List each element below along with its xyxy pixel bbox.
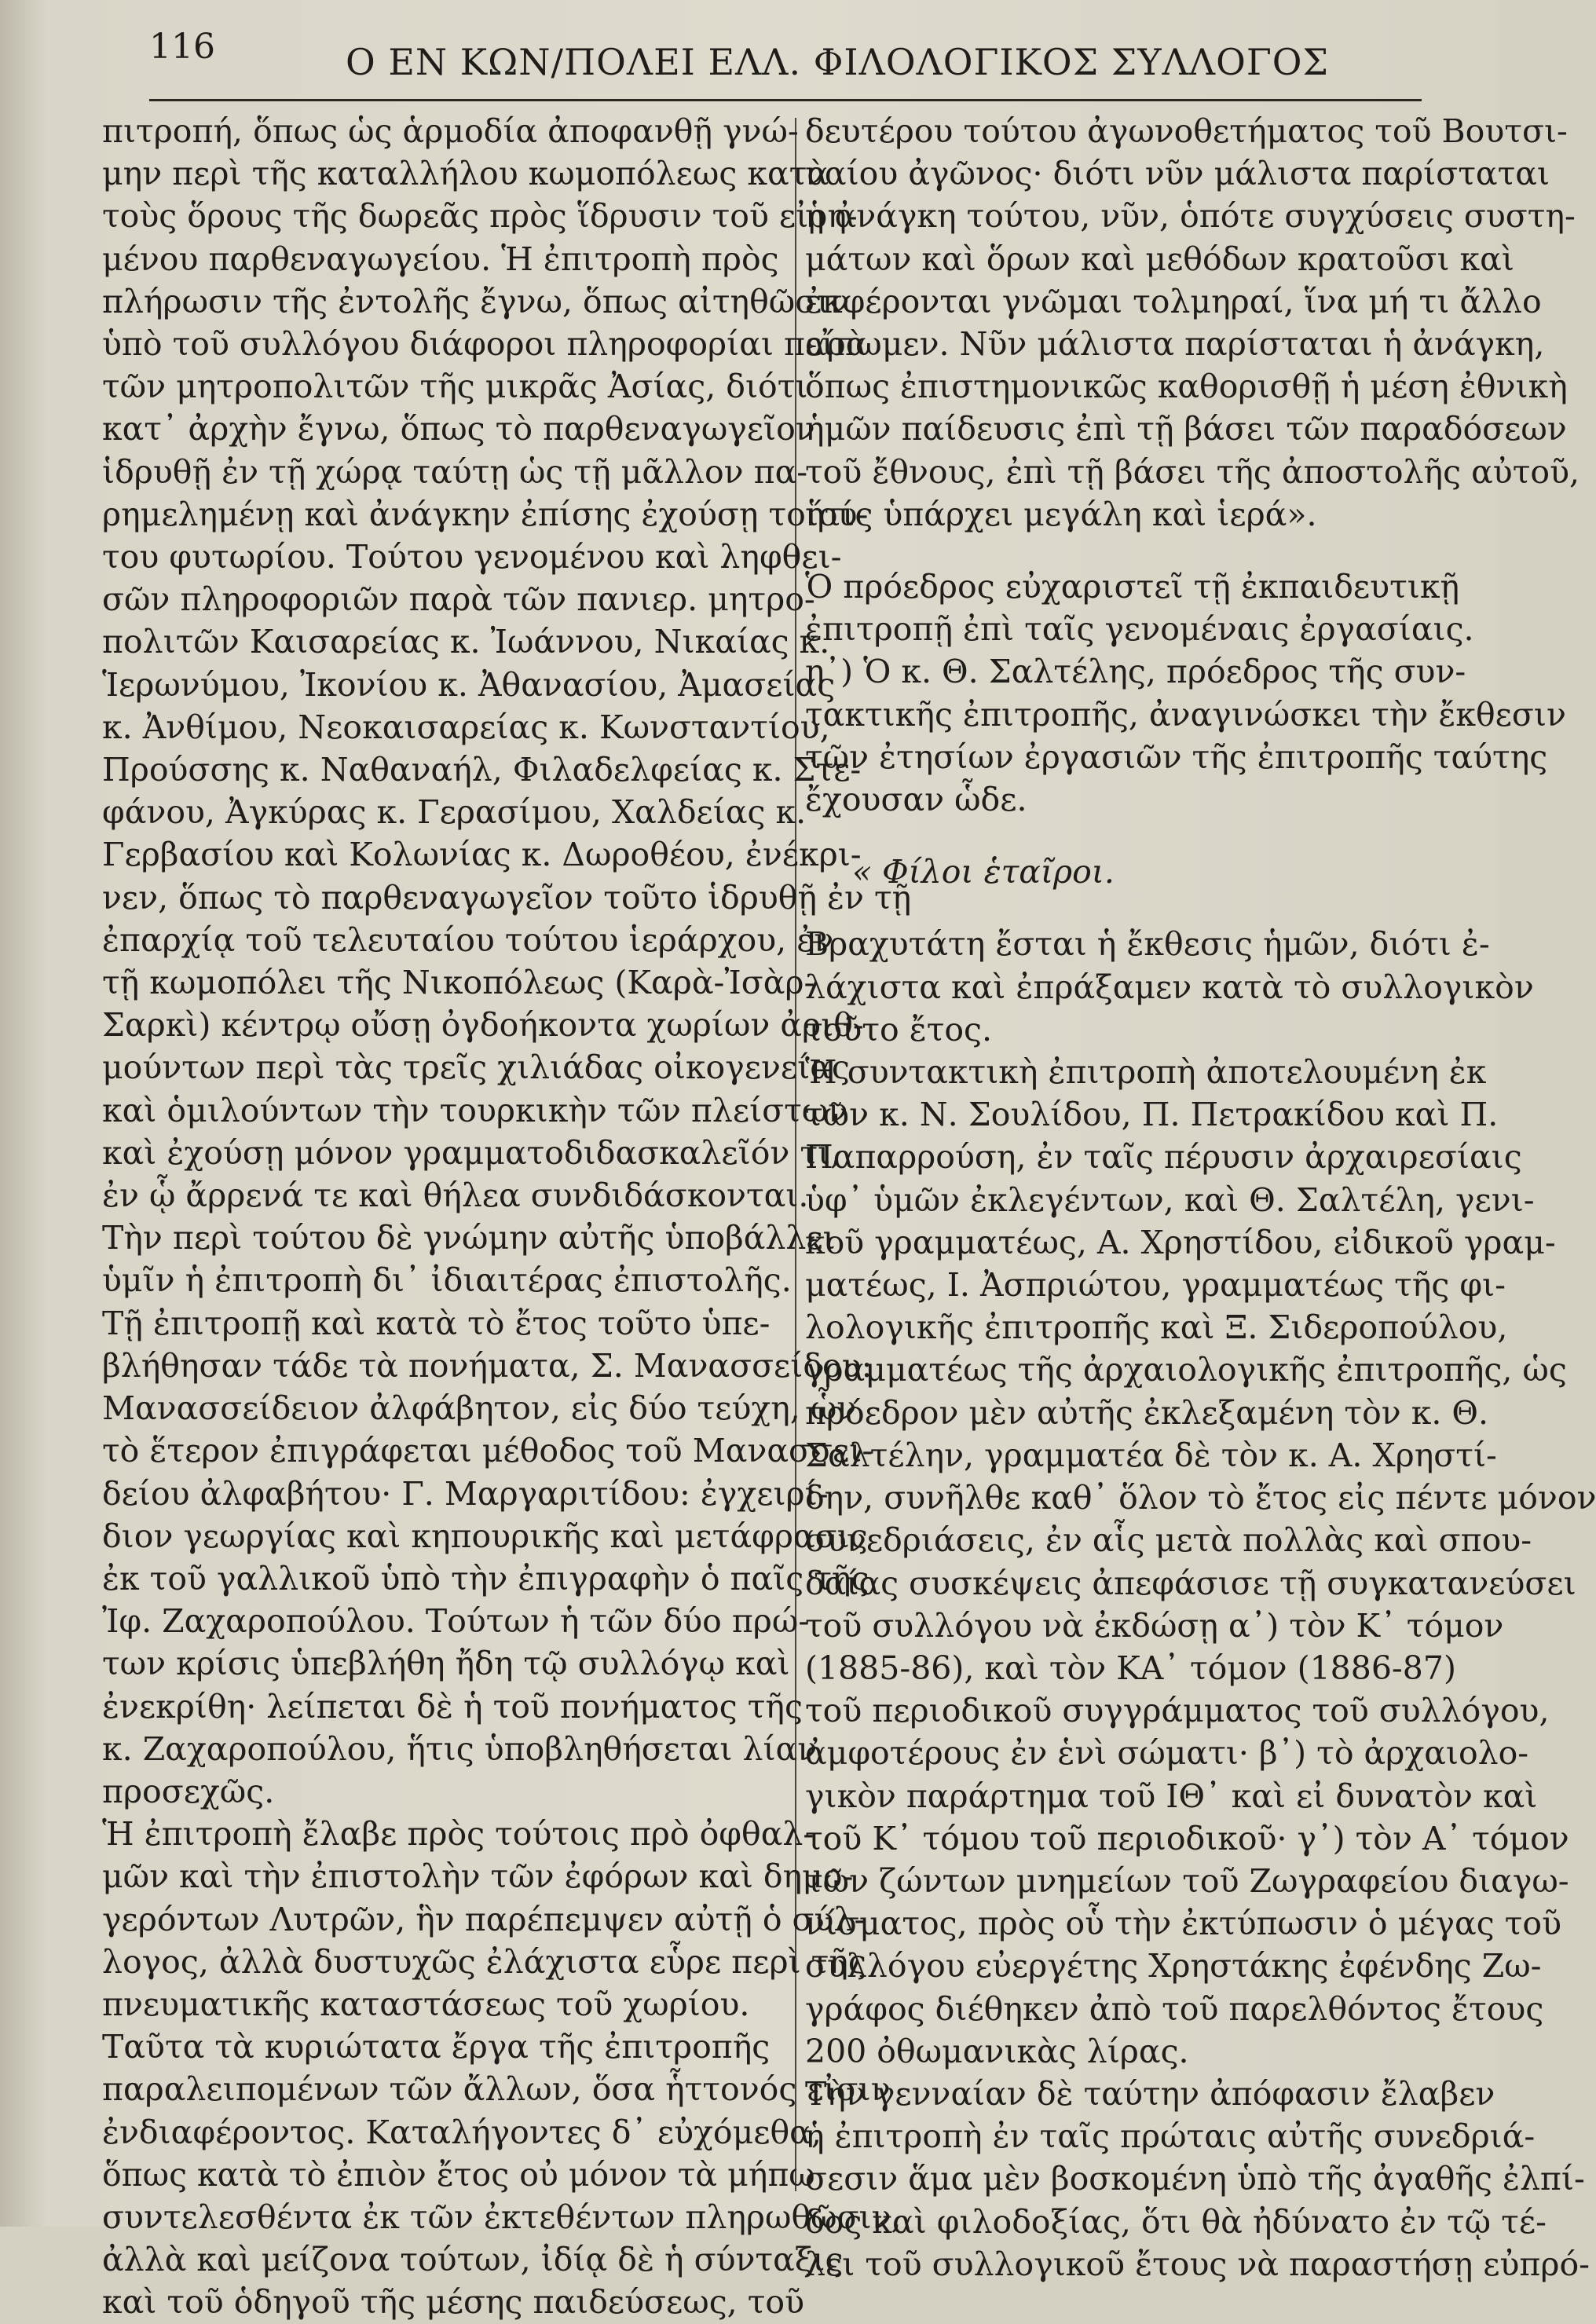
right-column-block1-line: εἴπωμεν. Νῦν μάλιστα παρίσταται ἡ ἀνάγκη, bbox=[805, 325, 1545, 364]
right-column-block3-line: (1885-86), καὶ τὸν ΚΑ᾽ τόμον (1886-87) bbox=[805, 1649, 1456, 1687]
left-column-lines-line: φάνου, Ἀγκύρας κ. Γερασίμου, Χαλδείας κ. bbox=[102, 793, 807, 832]
spacer bbox=[805, 536, 1433, 565]
right-block-2 bbox=[805, 565, 1566, 821]
left-column-lines-line: Ἡ ἐπιτροπὴ ἔλαβε πρὸς τούτοις πρὸ ὀφθαλ- bbox=[102, 1815, 814, 1854]
right-column-block3-line: Ἡ συντακτικὴ ἐπιτροπὴ ἀποτελουμένη ἐκ bbox=[805, 1053, 1487, 1092]
spacer bbox=[805, 821, 1433, 851]
left-column-lines-line: ἐκ τοῦ γαλλικοῦ ὑπὸ τὴν ἐπιγραφὴν ὁ παῖς τῆς bbox=[102, 1559, 869, 1598]
left-column-lines-line: ἐνεκρίθη· λείπεται δὲ ἡ τοῦ πονήματος τῆς bbox=[102, 1687, 803, 1726]
right-column-block3-line: 200 ὀθωμανικὰς λίρας. bbox=[805, 2032, 1189, 2070]
left-column-lines-line: Ἱερωνύμου, Ἰκονίου κ. Ἀθανασίου, Ἀμασείας bbox=[102, 665, 836, 704]
right-block-1 bbox=[805, 110, 1580, 536]
left-column-lines-line: ρημελημένῃ καὶ ἀνάγκην ἐπίσης ἐχούσῃ τοιού- bbox=[102, 495, 869, 533]
left-column-lines-line: μένου παρθεναγωγείου. Ἡ ἐπιτροπὴ πρὸς bbox=[102, 240, 779, 278]
left-column-lines-line: συντελεσθέντα ἐκ τῶν ἐκτεθέντων πληρωθῶσιν, bbox=[102, 2198, 902, 2236]
right-column-block2-line: τῶν ἐτησίων ἐργασιῶν τῆς ἐπιτροπῆς ταύτης bbox=[805, 737, 1548, 776]
left-column-lines-line: μούντων περὶ τὰς τρεῖς χιλιάδας οἰκογενείας bbox=[102, 1049, 850, 1087]
left-column-lines-line: μην περὶ τῆς καταλλήλου κωμοπόλεως κατὰ bbox=[102, 155, 829, 193]
right-column-block3-line: Τὴν γενναίαν δὲ ταύτην ἀπόφασιν ἔλαβεν bbox=[805, 2074, 1495, 2113]
left-column-lines-line: κατ᾽ ἀρχὴν ἔγνω, ὅπως τὸ παρθεναγωγεῖον bbox=[102, 410, 815, 448]
right-column-block3-line: δην, συνῆλθε καθ᾽ ὅλον τὸ ἔτος εἰς πέντε μόνον bbox=[805, 1479, 1596, 1517]
right-block-3 bbox=[805, 923, 1596, 2286]
right-column-block3-line: ἀμφοτέρους ἐν ἑνὶ σώματι· β᾽) τὸ ἀρχαιολο- bbox=[805, 1734, 1529, 1773]
right-column-block3-line: δος καὶ φιλοδοξίας, ὅτι θὰ ἠδύνατο ἐν τῷ τέ- bbox=[805, 2202, 1547, 2241]
right-column-block2-line: τακτικῆς ἐπιτροπῆς, ἀναγινώσκει τὴν ἔκθεσιν bbox=[805, 695, 1566, 734]
right-column-block3-line: πρόεδρον μὲν αὐτῆς ἐκλεξαμένη τὸν κ. Θ. bbox=[805, 1393, 1489, 1432]
left-column-lines-line: πνευματικῆς καταστάσεως τοῦ χωρίου. bbox=[102, 1985, 750, 2023]
spacer bbox=[805, 893, 1433, 923]
right-column-block3-line: τοῦ περιοδικοῦ συγγράμματος τοῦ συλλόγου, bbox=[805, 1692, 1550, 1730]
left-column-lines-line: Τῇ ἐπιτροπῇ καὶ κατὰ τὸ ἔτος τοῦτο ὑπε- bbox=[102, 1304, 771, 1342]
right-column-block3-line: συλλόγου εὐεργέτης Χρηστάκης ἐφένδης Ζω- bbox=[805, 1947, 1542, 1985]
right-column-block1-line: ἐκφέρονται γνῶμαι τολμηραί, ἵνα μή τι ἄλλο bbox=[805, 282, 1542, 320]
right-column-block3-line: συνεδριάσεις, ἐν αἷς μετὰ πολλὰς καὶ σπου- bbox=[805, 1521, 1532, 1560]
left-column-lines-line: τῇ κωμοπόλει τῆς Νικοπόλεως (Καρὰ-Ἰσὰρ- bbox=[102, 964, 815, 1002]
left-column-lines-line: ἱδρυθῇ ἐν τῇ χώρᾳ ταύτῃ ὡς τῇ μᾶλλον πα- bbox=[102, 452, 808, 491]
left-column-lines-line: Γερβασίου καὶ Κολωνίας κ. Δωροθέου, ἐνέκρι- bbox=[102, 836, 862, 874]
left-column-lines-line: καὶ ὁμιλούντων τὴν τουρκικὴν τῶν πλείστων bbox=[102, 1091, 848, 1129]
left-column-lines-line: πλήρωσιν τῆς ἐντολῆς ἔγνω, ὅπως αἰτηθῶσιν bbox=[102, 282, 850, 320]
right-column bbox=[805, 110, 1596, 2286]
left-column-lines-line: καὶ τοῦ ὁδηγοῦ τῆς μέσης παιδεύσεως, τοῦ bbox=[102, 2283, 805, 2322]
right-column-block3-line: τῶν ζώντων μνημείων τοῦ Ζωγραφείου διαγω- bbox=[805, 1861, 1569, 1900]
left-column-lines-line: Προύσσης κ. Ναθαναήλ, Φιλαδελφείας κ. Στε- bbox=[102, 751, 862, 789]
right-column-block3-line: τῶν κ. Ν. Σουλίδου, Π. Πετρακίδου καὶ Π. bbox=[805, 1096, 1499, 1134]
left-column-lines-line: των κρίσις ὑπεβλήθη ἤδη τῷ συλλόγῳ καὶ bbox=[102, 1645, 790, 1683]
left-column-lines-line: καὶ ἐχούσῃ μόνον γραμματοδιδασκαλεῖόν τι, bbox=[102, 1133, 841, 1172]
right-column-block3-line: τοῦ Κ᾽ τόμου τοῦ περιοδικοῦ· γ᾽) τὸν Α᾽ τόμον bbox=[805, 1819, 1569, 1857]
right-column-block1-line: ὅπως ἐπιστημονικῶς καθορισθῇ ἡ μέση ἐθνικὴ bbox=[805, 368, 1568, 406]
right-column-block3-line: λει τοῦ συλλογικοῦ ἔτους νὰ παραστήσῃ εὐπρό- bbox=[805, 2245, 1590, 2283]
left-column-lines-line: ὑμῖν ἡ ἐπιτροπὴ δι᾽ ἰδιαιτέρας ἐπιστολῆς. bbox=[102, 1261, 792, 1300]
left-column-lines-line: τὸ ἕτερον ἐπιγράφεται μέθοδος τοῦ Μανασσει- bbox=[102, 1432, 873, 1470]
left-column-lines-line: βλήθησαν τάδε τὰ πονήματα, Σ. Μανασσείδου: bbox=[102, 1346, 873, 1385]
right-column-block3-line: γράφος διέθηκεν ἀπὸ τοῦ παρελθόντος ἔτους bbox=[805, 1989, 1544, 2028]
right-column-block2-line: η᾽) Ὁ κ. Θ. Σαλτέλης, πρόεδρος τῆς συν- bbox=[805, 653, 1466, 691]
right-column-block3-line: ματέως, Ι. Ἀσπριώτου, γραμματέως τῆς φι- bbox=[805, 1266, 1506, 1305]
right-column-block3-line: γραμματέως τῆς ἀρχαιολογικῆς ἐπιτροπῆς, ὡς bbox=[805, 1351, 1567, 1389]
right-column-block2-line: ἔχουσαν ὧδε. bbox=[805, 781, 1027, 819]
left-column-lines-line: Σαρκὶ) κέντρῳ οὔσῃ ὀγδοήκοντα χωρίων ἀριθ- bbox=[102, 1006, 864, 1045]
right-column-block3-line: ἡ ἐπιτροπὴ ἐν ταῖς πρώταις αὐτῆς συνεδριά- bbox=[805, 2117, 1536, 2156]
left-column-lines-line: δείου ἀλφαβήτου· Γ. Μαργαριτίδου: ἐγχειρί- bbox=[102, 1474, 829, 1513]
right-column-block1-line: ἡμῶν παίδευσις ἐπὶ τῇ βάσει τῶν παραδόσεων bbox=[805, 410, 1567, 448]
left-column-lines-line: τοὺς ὅρους τῆς δωρεᾶς πρὸς ἵδρυσιν τοῦ εἰρη- bbox=[102, 197, 858, 236]
page-header bbox=[149, 24, 1422, 99]
left-column-lines-line: Ἰφ. Ζαχαροπούλου. Τούτων ἡ τῶν δύο πρώ- bbox=[102, 1602, 810, 1641]
right-column-block3-line: νίσματος, πρὸς οὗ τὴν ἐκτύπωσιν ὁ μέγας τοῦ bbox=[805, 1905, 1561, 1943]
left-column-lines-line: Τὴν περὶ τούτου δὲ γνώμην αὐτῆς ὑποβάλλει bbox=[102, 1219, 836, 1257]
left-column-lines-line: πολιτῶν Καισαρείας κ. Ἰωάννου, Νικαίας κ. bbox=[102, 623, 830, 661]
right-column-block3-line: Βραχυτάτη ἔσται ἡ ἔκθεσις ἡμῶν, διότι ἐ- bbox=[805, 925, 1490, 964]
left-column-lines-line: ἐπαρχίᾳ τοῦ τελευταίου τούτου ἱεράρχου, ἐν bbox=[102, 920, 834, 959]
right-column-block1-line: ἥτις ὑπάρχει μεγάλη καὶ ἱερά». bbox=[805, 495, 1317, 533]
right-column-block1-line: μάτων καὶ ὅρων καὶ μεθόδων κρατοῦσι καὶ bbox=[805, 240, 1514, 278]
left-column-lines-line: γερόντων Λυτρῶν, ἣν παρέπεμψεν αὐτῇ ὁ σύλ- bbox=[102, 1900, 866, 1938]
left-column-lines-line: λογος, ἀλλὰ δυστυχῶς ἐλάχιστα εὗρε περὶ τῆς bbox=[102, 1942, 866, 1981]
right-column-block1-line: ναίου ἀγῶνος· διότι νῦν μάλιστα παρίσταται bbox=[805, 155, 1550, 193]
left-column-lines-line: τῶν μητροπολιτῶν τῆς μικρᾶς Ἀσίας, διότι bbox=[102, 368, 808, 406]
salutation: « Φίλοι ἑταῖροι. bbox=[852, 853, 1115, 891]
right-column-block1-line: ἡ ἀνάγκη τούτου, νῦν, ὁπότε συγχύσεις συστη- bbox=[805, 197, 1576, 236]
right-column-block3-line: λάχιστα καὶ ἐπράξαμεν κατὰ τὸ συλλογικὸν bbox=[805, 968, 1534, 1006]
right-column-block3-line: δαίας συσκέψεις ἀπεφάσισε τῇ συγκατανεύσει bbox=[805, 1564, 1576, 1602]
right-column-block1-line: δευτέρου τούτου ἀγωνοθετήματος τοῦ Βουτσι- bbox=[805, 112, 1568, 150]
left-column-lines-line: Μανασσείδειον ἀλφάβητον, εἰς δύο τεύχη, ὧν bbox=[102, 1389, 857, 1428]
left-column-lines-line: διον γεωργίας καὶ κηπουρικῆς καὶ μετάφρασις bbox=[102, 1517, 868, 1555]
right-column-block3-line: ὑφ᾽ ὑμῶν ἐκλεγέντων, καὶ Θ. Σαλτέλη, γενι- bbox=[805, 1180, 1535, 1219]
right-column-block3-line: κοῦ γραμματέως, Α. Χρηστίδου, εἰδικοῦ γραμ- bbox=[805, 1223, 1556, 1261]
left-column-lines-line: σῶν πληροφοριῶν παρὰ τῶν πανιερ. μητρο- bbox=[102, 580, 815, 619]
right-column-block2-line: ἐπιτροπῇ ἐπὶ ταῖς γενομέναις ἐργασίαις. bbox=[805, 610, 1474, 649]
left-column-lines-line: ἐνδιαφέροντος. Καταλήγοντες δ᾽ εὐχόμεθα, bbox=[102, 2113, 822, 2151]
left-column-lines-line: νεν, ὅπως τὸ παρθεναγωγεῖον τοῦτο ἱδρυθῇ ἐν τῇ bbox=[102, 878, 912, 917]
right-column-block3-line: τοῦ συλλόγου νὰ ἐκδώσῃ α᾽) τὸν Κ᾽ τόμον bbox=[805, 1606, 1504, 1645]
left-column-lines-line: Ταῦτα τὰ κυριώτατα ἔργα τῆς ἐπιτροπῆς bbox=[102, 2028, 771, 2066]
right-column-block3-line: σεσιν ἅμα μὲν βοσκομένη ὑπὸ τῆς ἀγαθῆς ἐλπί- bbox=[805, 2160, 1585, 2198]
page-number: 116 bbox=[149, 27, 215, 67]
left-column-lines-line: κ. Ζαχαροπούλου, ἥτις ὑποβληθήσεται λίαν bbox=[102, 1729, 818, 1768]
right-column-block3-line: τοῦτο ἔτος. bbox=[805, 1010, 993, 1049]
left-column-lines-line: του φυτωρίου. Τούτου γενομένου καὶ ληφθει- bbox=[102, 538, 842, 576]
right-column-block1-line: τοῦ ἔθνους, ἐπὶ τῇ βάσει τῆς ἀποστολῆς αὐτοῦ, bbox=[805, 452, 1580, 491]
right-column-block3-line: γικὸν παράρτημα τοῦ ΙΘ᾽ καὶ εἰ δυνατὸν καὶ bbox=[805, 1777, 1538, 1815]
left-column-lines-line: κ. Ἀνθίμου, Νεοκαισαρείας κ. Κωνσταντίου, bbox=[102, 708, 830, 746]
right-column-block3-line: λολογικῆς ἐπιτροπῆς καὶ Ξ. Σιδεροπούλου, bbox=[805, 1308, 1508, 1347]
right-column-block3-line: Σαλτέλην, γραμματέα δὲ τὸν κ. Α. Χρηστί- bbox=[805, 1436, 1497, 1474]
running-title: Ο ΕΝ ΚΩΝ/ΠΟΛΕΙ ΕΛΛ. ΦΙΛΟΛΟΓΙΚΟΣ ΣΥΛΛΟΓΟΣ bbox=[346, 41, 1329, 83]
left-column-lines-line: μῶν καὶ τὴν ἐπιστολὴν τῶν ἐφόρων καὶ δημο- bbox=[102, 1857, 854, 1896]
left-column-lines-line: παραλειπομένων τῶν ἄλλων, ὅσα ἧττονός εἰσιν bbox=[102, 2070, 891, 2109]
left-column-lines-line: προσεχῶς. bbox=[102, 1772, 275, 1810]
left-column-lines-line: πιτροπή, ὅπως ὡς ἁρμοδία ἀποφανθῇ γνώ- bbox=[102, 112, 799, 150]
right-column-block3-line: Παπαρρούση, ἐν ταῖς πέρυσιν ἀρχαιρεσίαις bbox=[805, 1138, 1522, 1177]
left-column-lines-line: ἐν ᾧ ἄρρενά τε καὶ θήλεα συνδιδάσκονται. bbox=[102, 1177, 809, 1215]
left-column-lines-line: ὅπως κατὰ τὸ ἐπιὸν ἔτος οὐ μόνον τὰ μήπω bbox=[102, 2155, 815, 2194]
header-rule bbox=[149, 99, 1422, 101]
left-column-lines-line: ὑπὸ τοῦ συλλόγου διάφοροι πληροφορίαι παρὰ bbox=[102, 325, 868, 364]
left-column-lines-line: ἀλλὰ καὶ μείζονα τούτων, ἰδίᾳ δὲ ἡ σύνταξις bbox=[102, 2241, 844, 2279]
right-column-block2-line: Ὁ πρόεδρος εὐχαριστεῖ τῇ ἐκπαιδευτικῇ bbox=[805, 568, 1460, 606]
